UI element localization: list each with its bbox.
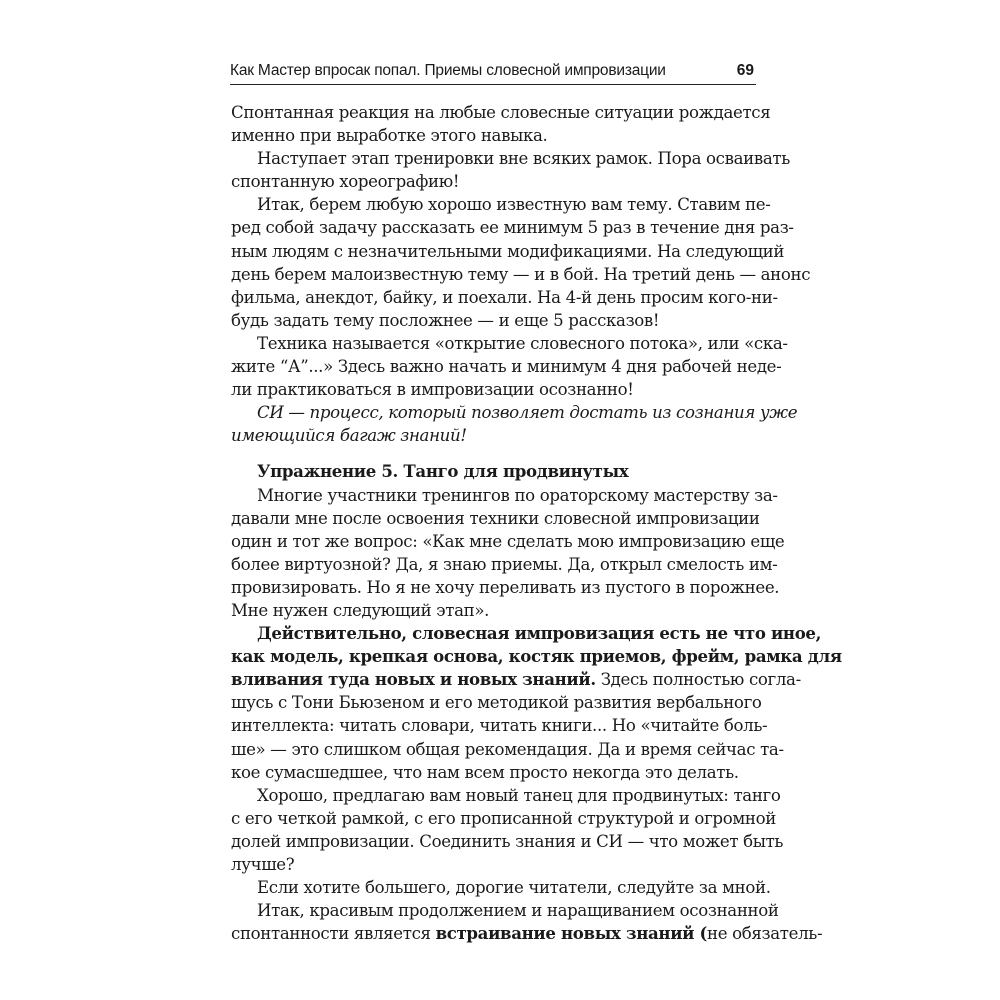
text-line: давали мне после освоения техники словесной импровизации (231, 508, 760, 528)
text-line: Спонтанная реакция на любые словесные ситуации рождается (231, 103, 771, 122)
text-fragment: Здесь полностью согла- (595, 670, 801, 690)
header-title: Как Мастер впросак попал. Приемы словесной импровизации (230, 62, 666, 79)
bold-line: Действительно, словесная импровизация есть не что иное, (257, 623, 822, 644)
text-line: фильма, анекдот, байку, и поехали. На 4-й день просим кого-ни- (231, 287, 778, 307)
text-fragment: не обязатель- (707, 924, 823, 944)
italic-line: СИ — процесс, который позволяет достать из сознания уже (257, 403, 798, 423)
text-line: один и тот же вопрос: «Как мне сделать мою импровизацию еще (231, 531, 785, 551)
text-fragment: спонтанности является (231, 924, 436, 944)
text-line: ред собой задачу рассказать ее минимум 5 раз в течение дня раз- (231, 218, 794, 238)
running-header (230, 60, 756, 85)
text-line: Мне нужен следующий этап». (231, 600, 490, 620)
text-line: Если хотите большего, дорогие читатели, следуйте за мной. (257, 878, 771, 898)
text-line: будь задать тему посложнее — и еще 5 рассказов! (231, 310, 660, 330)
text-line: провизировать. Но я не хочу переливать из пустого в порожнее. (231, 577, 780, 597)
text-line: Многие участники тренингов по ораторскому мастерству за- (257, 485, 778, 505)
page-number: 69 (736, 62, 754, 79)
bold-fragment: вливания туда новых и новых знаний. (231, 669, 596, 690)
text-line: интеллекта: читать словари, читать книги... Но «читайте боль- (231, 716, 768, 736)
text-line: день берем малоизвестную тему — и в бой. На третий день — анонс (231, 264, 811, 284)
text-line: спонтанную хореографию! (231, 172, 460, 192)
text-line: кое сумасшедшее, что нам всем просто некогда это делать. (231, 762, 739, 782)
text-line: Итак, красивым продолжением и наращиванием осознанной (257, 901, 779, 921)
text-line: именно при выработке этого навыка. (231, 126, 548, 146)
text-line: ли практиковаться в импровизации осознанно! (231, 380, 634, 400)
text-line: Техника называется «открытие словесного потока», или «ска- (257, 333, 788, 353)
text-line: Хорошо, предлагаю вам новый танец для продвинутых: танго (257, 785, 781, 805)
exercise-title: Упражнение 5. Танго для продвинутых (257, 461, 629, 482)
text-line: ше» — это слишком общая рекомендация. Да и время сейчас та- (231, 739, 784, 759)
bold-line: как модель, крепкая основа, костяк приемов, фрейм, рамка для (231, 646, 842, 667)
bold-fragment: встраивание новых знаний ( (435, 923, 708, 944)
text-line: лучше? (231, 855, 295, 874)
text-line: ным людям с незначительными модификациями. На следующий (231, 241, 785, 261)
text-line: жите “А”...» Здесь важно начать и минимум 4 дня рабочей неде- (231, 357, 782, 377)
text-line: более виртуозной? Да, я знаю приемы. Да, открыл смелость им- (231, 554, 778, 574)
italic-line: имеющийся багаж знаний! (231, 426, 467, 446)
mixed-line (231, 922, 823, 945)
text-line: с его четкой рамкой, с его прописанной структурой и огромной (231, 808, 776, 828)
mixed-line (231, 668, 801, 691)
page-body (231, 101, 842, 945)
text-line: Наступает этап тренировки вне всяких рамок. Пора осваивать (257, 149, 790, 169)
text-line: Итак, берем любую хорошо известную вам тему. Ставим пе- (257, 195, 771, 215)
text-line: шусь с Тони Бьюзеном и его методикой развития вербального (231, 693, 762, 713)
text-line: долей импровизации. Соединить знания и СИ — что может быть (231, 831, 784, 851)
